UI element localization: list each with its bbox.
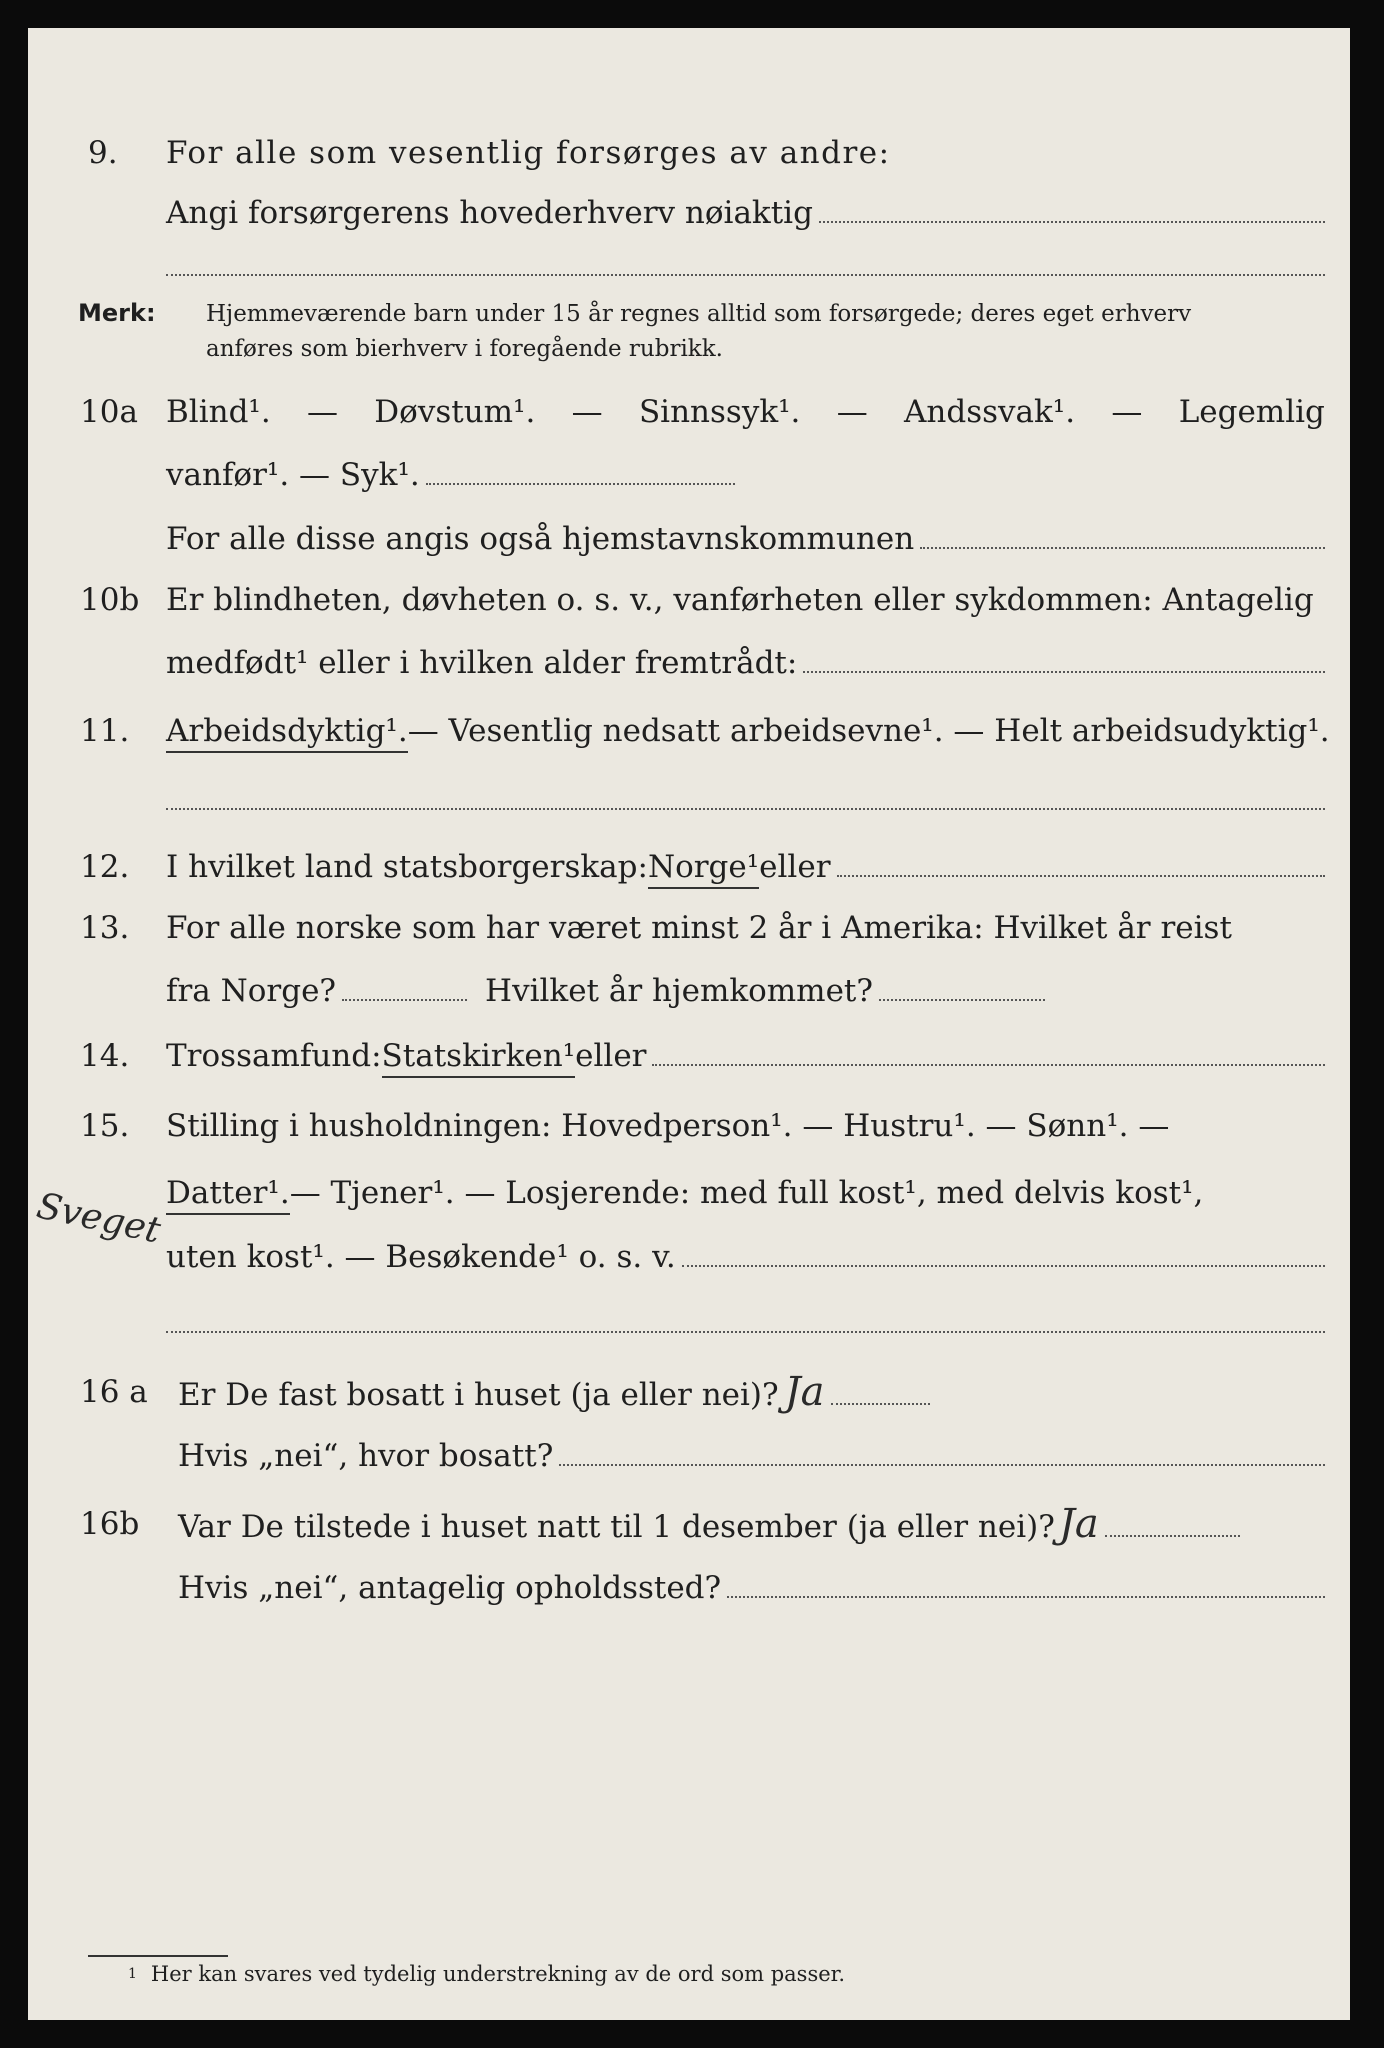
q9-text-2: Angi forsørgerens hovederhverv nøiaktig xyxy=(166,195,813,231)
q9-text: For alle som vesentlig forsørges av andre: xyxy=(166,135,891,171)
q14-underlined-answer: Statskirken¹ xyxy=(382,1036,576,1078)
q10a-part: Sinnssyk¹. xyxy=(638,394,801,430)
census-form-page xyxy=(28,28,1350,2020)
q16b-number: 16b xyxy=(80,1506,140,1542)
answer-line xyxy=(166,1331,1325,1333)
answer-line xyxy=(652,1038,1325,1066)
merk-line1: Hjemmeværende barn under 15 år regnes alltid som forsørgede; deres eget erhverv xyxy=(206,301,1192,327)
q10a-part: — xyxy=(836,394,868,430)
answer-line xyxy=(727,1570,1325,1598)
q10a-part: — xyxy=(1111,394,1143,430)
q16a-number: 16 a xyxy=(80,1374,148,1410)
q11-text: — Vesentlig nedsatt arbeidsevne¹. — Helt arbeidsudyktig¹. xyxy=(407,713,1330,749)
q10a-part: — xyxy=(307,394,338,430)
q10b-text-2: medfødt¹ eller i hvilken alder fremtrådt: xyxy=(166,645,798,681)
q14-number: 14. xyxy=(80,1038,130,1074)
q12-text: I hvilket land statsborgerskap: xyxy=(166,849,648,885)
footnote-text: Her kan svares ved tydelig understrekning av de ord som passer. xyxy=(150,1962,846,1986)
q16b-text: Var De tilstede i huset natt til 1 desember (ja eller nei)? xyxy=(178,1509,1055,1545)
q10a-text-2: vanfør¹. — Syk¹. xyxy=(166,457,420,493)
q16a-text-2: Hvis „nei“, hvor bosatt? xyxy=(178,1438,554,1474)
answer-line xyxy=(559,1438,1325,1466)
q14-text-post: eller xyxy=(575,1038,647,1074)
answer-line xyxy=(1105,1509,1240,1537)
q16a-handwritten-answer: Ja xyxy=(784,1369,825,1415)
answer-line xyxy=(837,849,1325,877)
margin-handwritten-note: Sveget xyxy=(33,1185,165,1252)
answer-line xyxy=(920,521,1325,549)
answer-line xyxy=(879,973,1045,1001)
q10b-number: 10b xyxy=(80,582,140,618)
answer-line xyxy=(819,195,1325,223)
q10a-text-3: For alle disse angis også hjemstavnskommunen xyxy=(166,521,915,557)
q10a-part: Døvstum¹. xyxy=(374,394,536,430)
q13-text-2a: fra Norge? xyxy=(166,973,337,1009)
answer-line xyxy=(682,1239,1325,1267)
q12-number: 12. xyxy=(80,849,130,885)
answer-line xyxy=(831,1377,930,1405)
q16a-text: Er De fast bosatt i huset (ja eller nei)? xyxy=(178,1377,779,1413)
q15-text-3: uten kost¹. — Besøkende¹ o. s. v. xyxy=(166,1239,676,1275)
q10a-part: Legemlig xyxy=(1178,394,1325,430)
q12-text-post: eller xyxy=(759,849,831,885)
answer-line xyxy=(342,973,467,1001)
q16b-text-2: Hvis „nei“, antagelig opholdssted? xyxy=(178,1570,722,1606)
q12-underlined-answer: Norge¹ xyxy=(648,847,759,889)
q16b-handwritten-answer: Ja xyxy=(1058,1501,1099,1547)
q13-text-2b: Hvilket år hjemkommet? xyxy=(485,973,874,1009)
answer-line xyxy=(166,274,1325,276)
merk-line2: anføres som bierhverv i foregående rubrikk. xyxy=(206,336,723,362)
answer-line xyxy=(803,645,1325,673)
q13-number: 13. xyxy=(80,910,130,946)
footnote xyxy=(128,1959,845,1989)
q15-text: Stilling i husholdningen: Hovedperson¹. — Hustru¹. — Sønn¹. — xyxy=(166,1108,1170,1144)
footnote-rule xyxy=(88,1955,228,1957)
q10a-part: Andssvak¹. xyxy=(904,394,1076,430)
q10a-number: 10a xyxy=(80,394,138,430)
q10a-part: — xyxy=(571,394,603,430)
q15-text-2: — Tjener¹. — Losjerende: med full kost¹, med delvis kost¹, xyxy=(289,1175,1204,1211)
q14-text: Trossamfund: xyxy=(166,1038,382,1074)
merk-label: Merk: xyxy=(78,299,156,327)
footnote-mark: 1 xyxy=(128,1966,137,1982)
q10b-text: Er blindheten, døvheten o. s. v., vanførheten eller sykdommen: Antagelig xyxy=(166,582,1314,618)
q11-number: 11. xyxy=(80,713,130,749)
q15-underlined-answer: Datter¹. xyxy=(166,1173,290,1215)
answer-line xyxy=(426,457,735,485)
q10a-part: Blind¹. xyxy=(166,394,271,430)
q15-number: 15. xyxy=(80,1108,130,1144)
q9-number: 9. xyxy=(88,135,118,171)
answer-line xyxy=(166,808,1325,810)
q11-underlined-answer: Arbeidsdyktig¹. xyxy=(166,711,408,753)
q13-text: For alle norske som har været minst 2 år i Amerika: Hvilket år reist xyxy=(166,910,1232,946)
